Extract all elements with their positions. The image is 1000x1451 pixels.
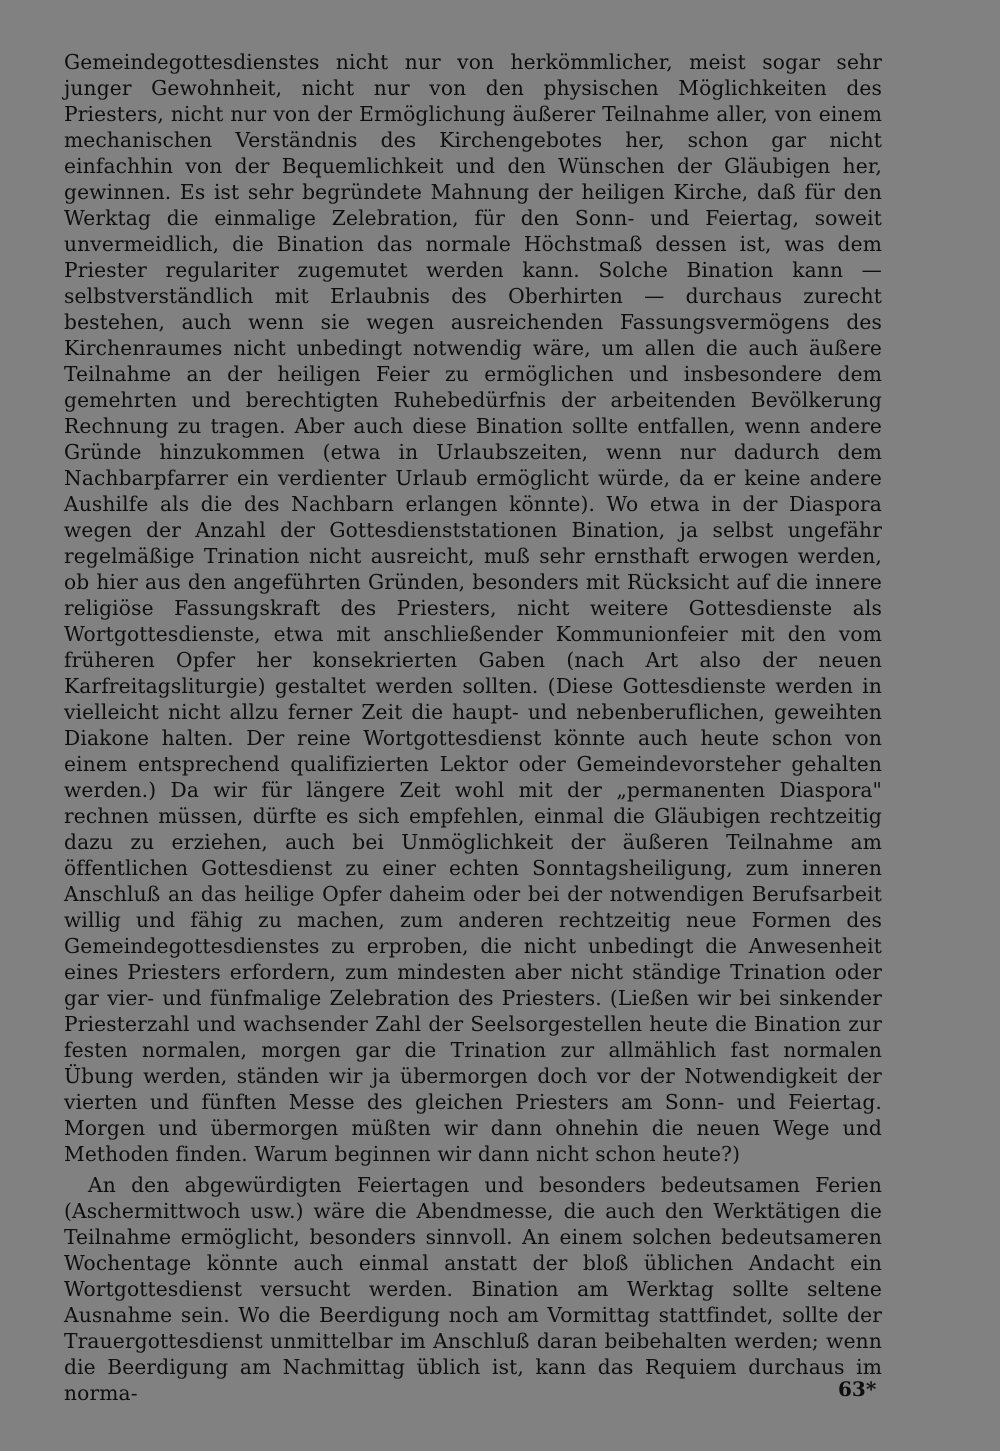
body-paragraph-1: Gemeindegottesdienstes nicht nur von herkömmlicher, meist sogar sehr junger Gewohnheit, nicht nur von den physischen Möglichkeiten des Priesters, nicht nur von der Ermöglichung äußerer Teilnahme aller, von einem mechanischen Verständnis des Kirchengebotes her, schon gar nicht einfachhin von der Bequemlichkeit und den Wünschen der Gläubigen her, gewinnen. Es ist sehr begründete Mahnung der heiligen Kirche, daß für den Werktag die einmalige Zelebration, für den Sonn- und Feiertag, soweit unvermeidlich, die Bination das normale Höchstmaß dessen ist, was dem Priester regulariter zugemutet werden kann. Solche Bination kann — selbstverständlich mit Erlaubnis des Oberhirten — durchaus zurecht bestehen, auch wenn sie wegen ausreichenden Fassungsvermögens des Kirchenraumes nicht unbedingt notwendig wäre, um allen die auch äußere Teilnahme an der heiligen Feier zu ermöglichen und insbesondere dem gemehrten und berechtigten Ruhebedürfnis der arbeitenden Bevölkerung Rechnung zu tragen. Aber auch diese Bination sollte entfallen, wenn andere Gründe hinzukommen (etwa in Urlaubszeiten, wenn nur dadurch dem Nachbarpfarrer ein verdienter Urlaub ermöglicht würde, da er keine andere Aushilfe als die des Nachbarn erlangen könnte). Wo etwa in der Diaspora wegen der Anzahl der Gottesdienststationen Bination, ja selbst ungefähr regelmäßige Trination nicht ausreicht, muß sehr ernsthaft erwogen werden, ob hier aus den angeführten Gründen, besonders mit Rücksicht auf die innere religiöse Fassungskraft des Priesters, nicht weitere Gottesdienste als Wortgottesdienste, etwa mit anschließender Kommunionfeier mit den vom früheren Opfer her konsekrierten Gaben (nach Art also der neuen Karfreitagsliturgie) gestaltet werden sollten. (Diese Gottesdienste werden in vielleicht nicht allzu ferner Zeit die haupt- und nebenberuflichen, geweihten Diakone halten. Der reine Wortgottesdienst könnte auch heute schon von einem entsprechend qualifizierten Lektor oder Gemeindevorsteher gehalten werden.) Da wir für längere Zeit wohl mit der „permanenten Diaspora" rechnen müssen, dürfte es sich empfehlen, einmal die Gläubigen rechtzeitig dazu zu erziehen, auch bei Unmöglichkeit der äußeren Teilnahme am öffentlichen Gottesdienst zu einer echten Sonntagsheiligung, zum inneren Anschluß an das heilige Opfer daheim oder bei der notwendigen Berufsarbeit willig und fähig zu machen, zum anderen rechtzeitig neue Formen des Gemeindegottesdienstes zu erproben, die nicht unbedingt die Anwesenheit eines Priesters erfordern, zum mindesten aber nicht ständige Trination oder gar vier- und fünfmalige Zelebration des Priesters. (Ließen wir bei sinkender Priesterzahl und wachsender Zahl der Seelsorgestellen heute die Bination zur festen normalen, morgen gar die Trination zur allmählich fast normalen Übung werden, ständen wir ja übermorgen doch vor der Notwendigkeit der vierten und fünften Messe des gleichen Priesters am Sonn- und Feiertag. Morgen und übermorgen müßten wir dann ohnehin die neuen Wege und Methoden finden. Warum beginnen wir dann nicht schon heute?) <box>64 50 882 1166</box>
document-page <box>64 49 882 1409</box>
body-paragraph-2: An den abgewürdigten Feiertagen und besonders bedeutsamen Ferien (Aschermittwoch usw.) wäre die Abendmesse, die auch den Werktätigen die Teilnahme ermöglicht, besonders sinnvoll. An einem solchen bedeutsameren Wochentage könnte auch einmal anstatt der bloß üblichen Andacht ein Wortgottesdienst versucht werden. Bination am Werktag sollte seltene Ausnahme sein. Wo die Beerdigung noch am Vormittag stattfindet, sollte der Trauergottesdienst unmittelbar im Anschluß daran beibehalten werden; wenn die Beerdigung am Nachmittag üblich ist, kann das Requiem durchaus im norma- <box>64 1173 882 1405</box>
page-number: 63* <box>838 1377 877 1401</box>
